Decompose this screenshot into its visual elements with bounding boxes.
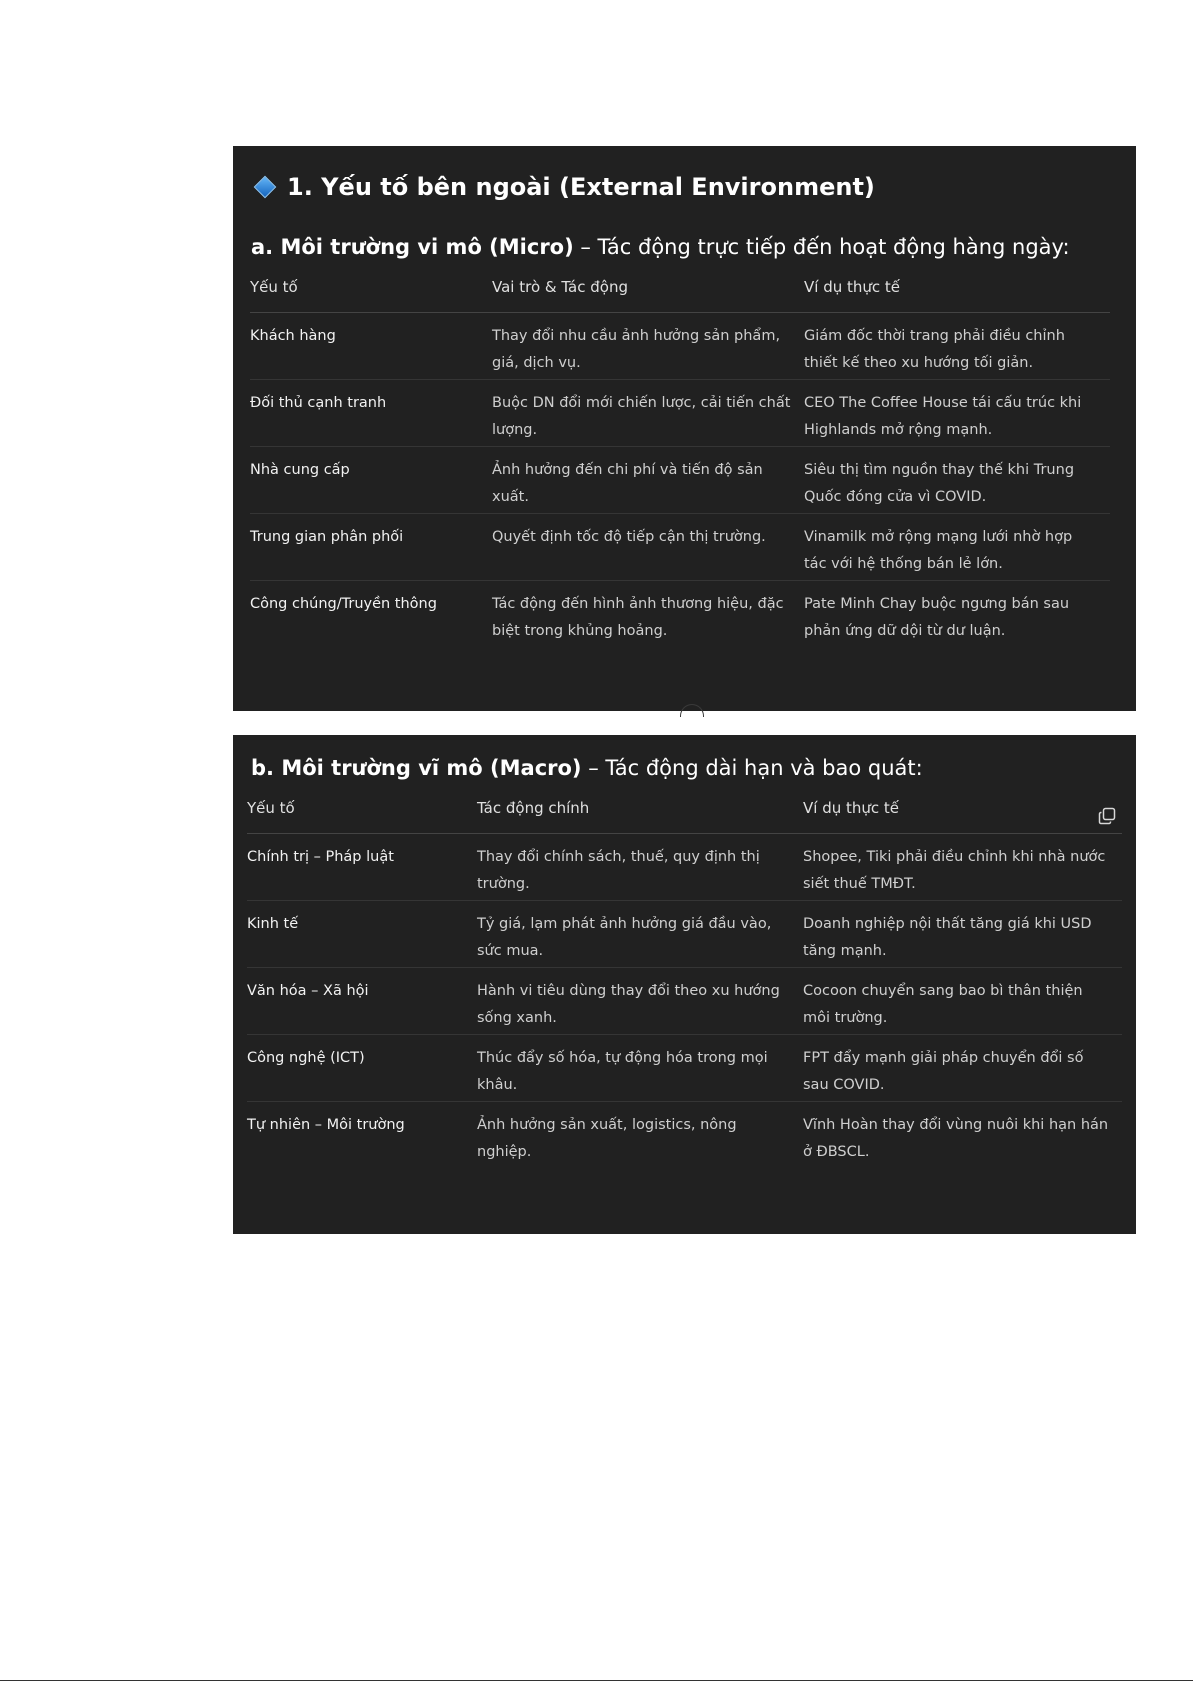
micro-environment-panel bbox=[233, 146, 1136, 711]
table-row bbox=[247, 901, 1122, 968]
factor-cell: Khách hàng bbox=[250, 313, 492, 380]
factor-cell: Đối thủ cạnh tranh bbox=[250, 380, 492, 447]
impact-cell: Tỷ giá, lạm phát ảnh hưởng giá đầu vào, sức mua. bbox=[477, 901, 803, 968]
impact-cell: Buộc DN đổi mới chiến lược, cải tiến chất lượng. bbox=[492, 380, 804, 447]
factor-cell: Văn hóa – Xã hội bbox=[247, 968, 477, 1035]
column-header: Yếu tố bbox=[250, 278, 492, 313]
table-row bbox=[247, 1035, 1122, 1102]
impact-cell: Thay đổi nhu cầu ảnh hưởng sản phẩm, giá, dịch vụ. bbox=[492, 313, 804, 380]
impact-cell: Hành vi tiêu dùng thay đổi theo xu hướng sống xanh. bbox=[477, 968, 803, 1035]
table-header-row bbox=[250, 278, 1110, 313]
example-cell: Vinamilk mở rộng mạng lưới nhờ hợp tác với hệ thống bán lẻ lớn. bbox=[804, 514, 1110, 581]
macro-environment-panel bbox=[233, 735, 1136, 1234]
column-header: Ví dụ thực tế bbox=[804, 278, 1110, 313]
table-row bbox=[247, 834, 1122, 901]
impact-cell: Quyết định tốc độ tiếp cận thị trường. bbox=[492, 514, 804, 581]
factor-cell: Nhà cung cấp bbox=[250, 447, 492, 514]
table-row bbox=[250, 447, 1110, 514]
section-heading-text: 1. Yếu tố bên ngoài (External Environment) bbox=[287, 173, 875, 201]
example-cell: Vĩnh Hoàn thay đổi vùng nuôi khi hạn hán ở ĐBSCL. bbox=[803, 1117, 1109, 1160]
macro-subheading-bold: b. Môi trường vĩ mô (Macro) bbox=[251, 756, 582, 780]
factor-cell: Trung gian phân phối bbox=[250, 514, 492, 581]
page-bottom-rule bbox=[0, 1680, 1193, 1681]
column-header: Ví dụ thực tế bbox=[803, 799, 1122, 834]
macro-subheading bbox=[251, 756, 923, 780]
scroll-down-indicator[interactable] bbox=[680, 704, 704, 717]
example-cell: Doanh nghiệp nội thất tăng giá khi USD tăng mạnh. bbox=[803, 901, 1122, 968]
factor-cell: Tự nhiên – Môi trường bbox=[247, 1117, 405, 1133]
table-row bbox=[250, 514, 1110, 581]
example-cell: Siêu thị tìm nguồn thay thế khi Trung Quốc đóng cửa vì COVID. bbox=[804, 447, 1110, 514]
factor-cell: Công chúng/Truyền thông bbox=[250, 596, 437, 612]
factor-cell: Kinh tế bbox=[247, 901, 477, 968]
impact-cell: Tác động đến hình ảnh thương hiệu, đặc biệt trong khủng hoảng. bbox=[492, 596, 784, 639]
table-row bbox=[247, 968, 1122, 1035]
micro-subheading-bold: a. Môi trường vi mô (Micro) bbox=[251, 235, 574, 259]
section-heading bbox=[253, 173, 875, 201]
example-cell: Giám đốc thời trang phải điều chỉnh thiết kế theo xu hướng tối giản. bbox=[804, 313, 1110, 380]
macro-table bbox=[247, 799, 1122, 1169]
micro-subheading-rest: – Tác động trực tiếp đến hoạt động hàng ngày: bbox=[573, 235, 1070, 259]
micro-subheading bbox=[251, 235, 1070, 259]
impact-cell: Thúc đẩy số hóa, tự động hóa trong mọi khâu. bbox=[477, 1035, 803, 1102]
example-cell: Pate Minh Chay buộc ngưng bán sau phản ứng dữ dội từ dư luận. bbox=[804, 596, 1070, 639]
column-header: Tác động chính bbox=[477, 799, 803, 834]
table-row bbox=[250, 380, 1110, 447]
impact-cell: Thay đổi chính sách, thuế, quy định thị trường. bbox=[477, 834, 803, 901]
table-row bbox=[250, 313, 1110, 380]
example-cell: Cocoon chuyển sang bao bì thân thiện môi trường. bbox=[803, 968, 1122, 1035]
blue-diamond-icon bbox=[254, 176, 277, 199]
example-cell: CEO The Coffee House tái cấu trúc khi Highlands mở rộng mạnh. bbox=[804, 380, 1110, 447]
impact-cell: Ảnh hưởng sản xuất, logistics, nông nghiệp. bbox=[477, 1117, 737, 1160]
table-row bbox=[250, 581, 1110, 648]
factor-cell: Công nghệ (ICT) bbox=[247, 1035, 477, 1102]
example-cell: FPT đẩy mạnh giải pháp chuyển đổi số sau COVID. bbox=[803, 1035, 1122, 1102]
factor-cell: Chính trị – Pháp luật bbox=[247, 834, 477, 901]
table-header-row bbox=[247, 799, 1122, 834]
column-header: Yếu tố bbox=[247, 799, 477, 834]
macro-subheading-rest: – Tác động dài hạn và bao quát: bbox=[581, 756, 923, 780]
example-cell: Shopee, Tiki phải điều chỉnh khi nhà nước siết thuế TMĐT. bbox=[803, 834, 1122, 901]
table-row bbox=[247, 1102, 1122, 1169]
impact-cell: Ảnh hưởng đến chi phí và tiến độ sản xuất. bbox=[492, 447, 804, 514]
column-header: Vai trò & Tác động bbox=[492, 278, 804, 313]
micro-table bbox=[250, 278, 1110, 648]
